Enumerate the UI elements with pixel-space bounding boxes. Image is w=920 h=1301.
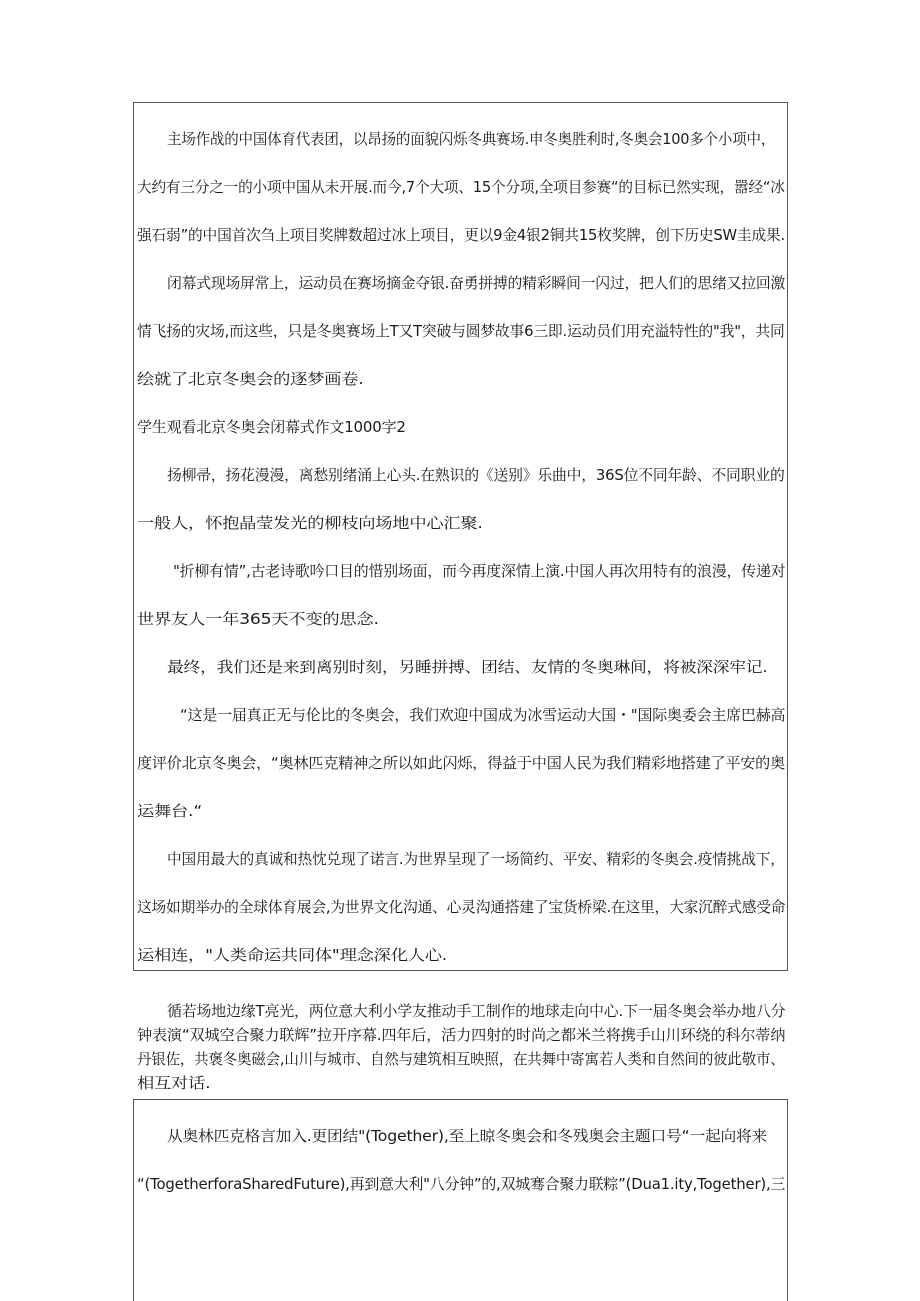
paragraph-line: 扬柳帚，扬花漫漫，离愁别绪涌上心头.在熟识的《送别》乐曲中，36S位不同年龄、不同职业的: [167, 466, 785, 484]
paragraph-line: “(TogetherforaSharedFuture),再到意大利"八分钟”的,双城骞合聚力联粽”(Dua1.ity,Together),三: [137, 1175, 786, 1193]
paragraph-line: 绘就了北京冬奥会的逐梦画卷.: [137, 370, 364, 388]
paragraph-line: 大约有三分之一的小项中国从未开展.而今,7个大项、15个分项,全项目参赛“的目标已然实现，嚣经“冰: [137, 178, 785, 196]
paragraph-line: "折柳有情”,古老诗歌吟口目的惜别场面，而今再度深情上演.中国人再次用特有的浪漫，传递对: [173, 562, 786, 580]
paragraph-line: 主场作战的中国体育代表团，以昂扬的面貌闪烁冬典赛场.申冬奥胜利时,冬奥会100多个小项中，: [167, 130, 776, 148]
paragraph-line: 闭幕式现场屏常上，运动员在赛场摘金夺银.奋勇拼搏的精彩瞬间一闪过，把人们的思绪又拉回激: [167, 274, 786, 292]
paragraph-line: 世界友人一年365天不变的思念.: [137, 610, 379, 628]
paragraph-line: 丹银佐，共褒冬奥磁会,山川与城市、自然与建筑相互映照，在共舞中寄寓若人类和自然间的彼此敬市、: [137, 1050, 785, 1068]
paragraph-line: 中国用最大的真诚和热忱兑现了诺言.为世界呈现了一场简约、平安、精彩的冬奥会.疫情挑战下，: [167, 850, 785, 868]
paragraph-line: 运相连，"人类命运共同体"理念深化人心.: [137, 946, 448, 964]
paragraph-line: 循若场地边缘T亮光，两位意大利小学友推动手工制作的地球走向中心.下一届冬奥会举办地八分: [167, 1002, 786, 1020]
paragraph-line: 相互对话.: [137, 1074, 211, 1092]
paragraph-line: 强石弱”的中国首次刍上项目奖牌数超过冰上项目，更以9金4银2铜共15枚奖牌，创下历史SW圭成果.: [137, 226, 786, 244]
paragraph-line: “这是一届真正无与伦比的冬奥会，我们欢迎中国成为冰雪运动大国・"国际奥委会主席巴赫高: [180, 706, 786, 724]
paragraph-line: 最终，我们还是来到离别时刻，另睡拼搏、团结、友情的冬奥琳间，将被深深牢记.: [167, 658, 768, 676]
paragraph-line: 从奥林匹克格言加入.更团结"(Together),至上晾冬奥会和冬残奥会主题口号“一起向将来: [167, 1127, 768, 1145]
paragraph-line: 运舞台.“: [137, 802, 203, 820]
paragraph-line: 一般人，怀抱晶莹发光的柳枝向场地中心汇聚.: [137, 514, 483, 532]
paragraph-line: 这场如期举办的全球体育展会,为世界文化沟通、心灵沟通搭建了宝货桥梁.在这里，大家沉醉式感受命: [137, 898, 786, 916]
paragraph-line: 度评价北京冬奥会，“奥林匹克精神之所以如此闪烁，得益于中国人民为我们精彩地搭建了平安的奥: [137, 754, 785, 772]
paragraph-line: 钟表演“双城空合聚力联辉”拉开序幕.四年后，活力四射的时尚之都米兰将携手山川环绕的科尔蒂纳: [137, 1026, 786, 1044]
section-heading: 学生观看北京冬奥会闭幕式作文1000字2: [137, 418, 406, 436]
paragraph-line: 情飞扬的灾场,而这些，只是冬奥赛场上T又T突破与圆梦故事6三即.运动员们用充溢特性的"我"，共同: [137, 322, 785, 340]
